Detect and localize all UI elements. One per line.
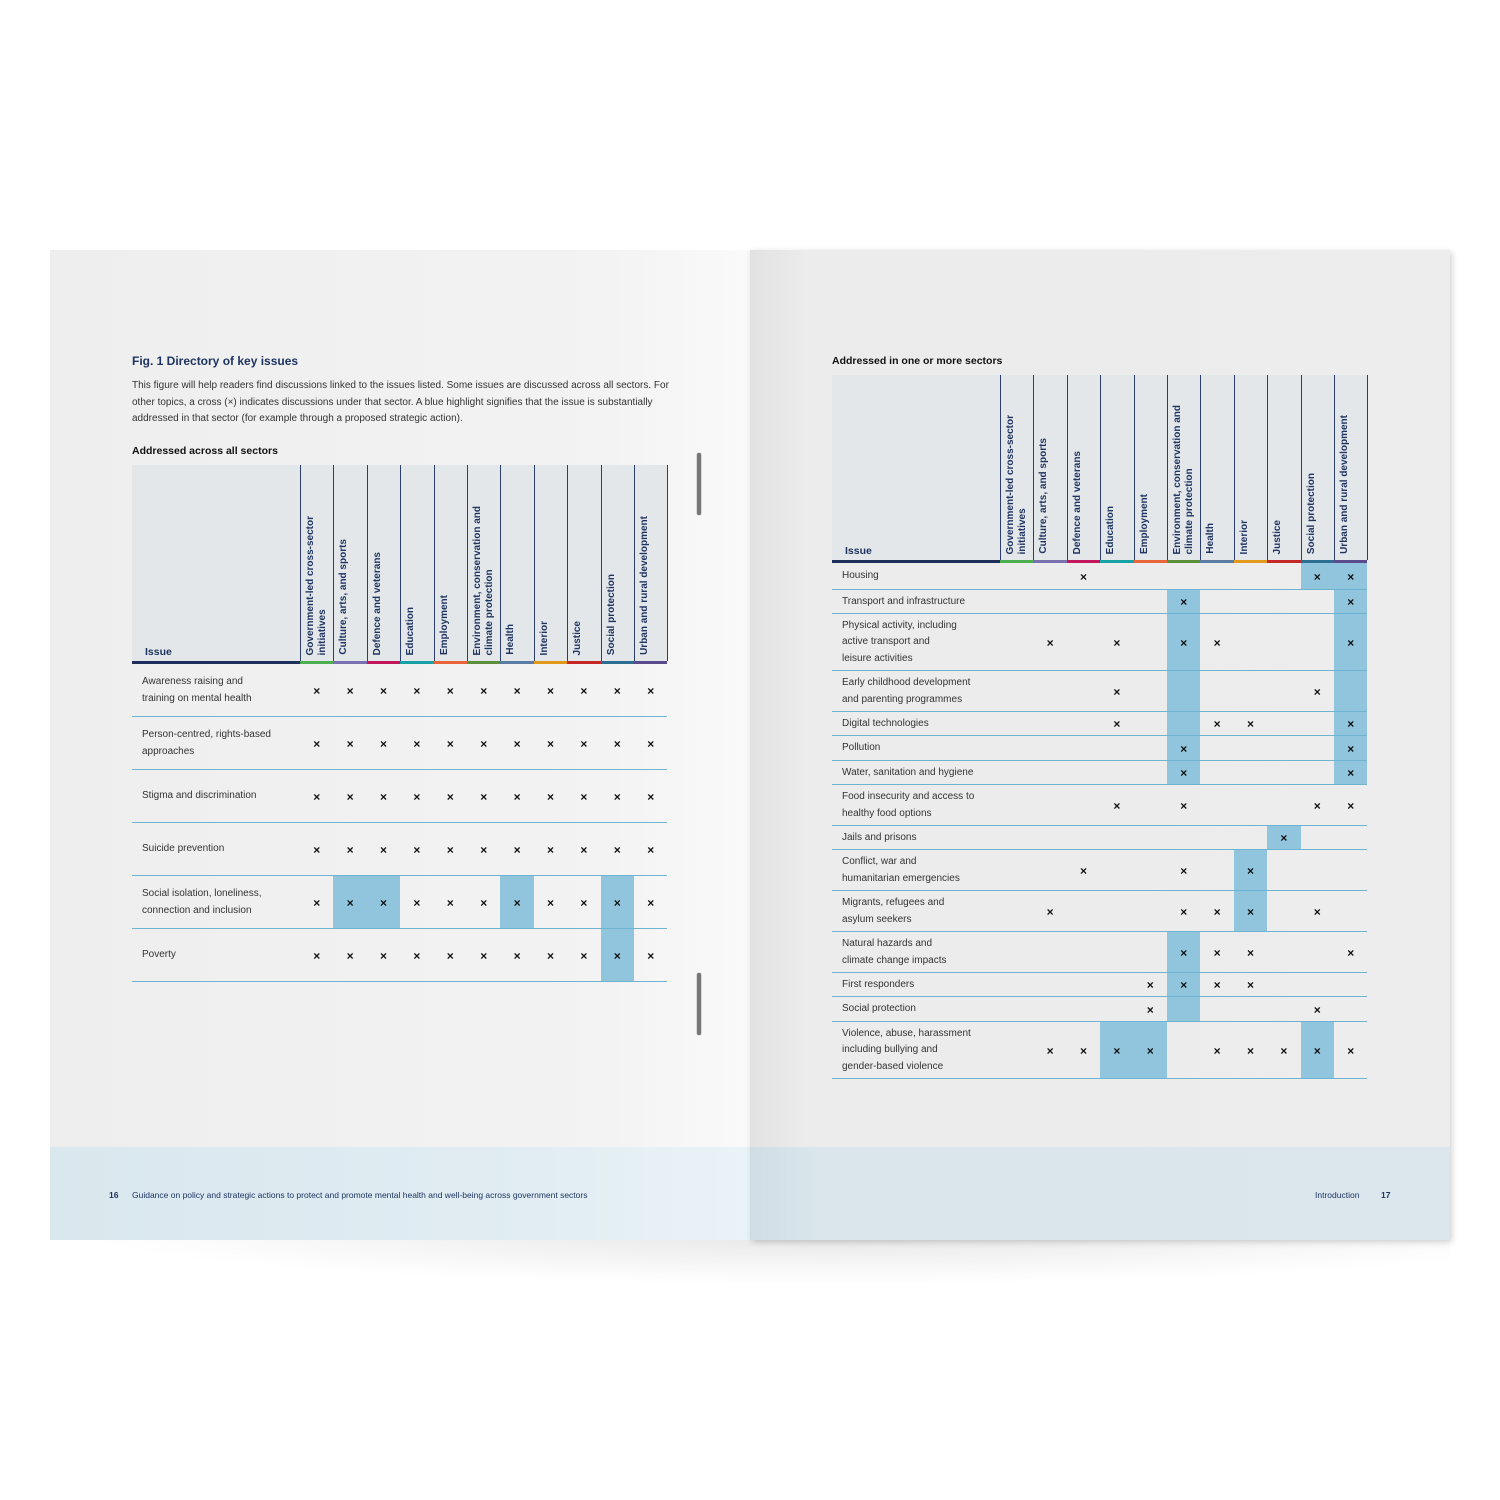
cross-mark: × <box>1313 1002 1321 1017</box>
cross-mark: × <box>647 789 655 804</box>
row-issue-label: Jails and prisons <box>842 831 917 843</box>
column-separator <box>467 465 468 661</box>
sector-color-bar <box>1167 560 1200 563</box>
cross-mark: × <box>1280 831 1288 845</box>
cross-mark: × <box>546 895 554 910</box>
column-separator <box>367 465 368 661</box>
column-separator <box>1234 375 1235 560</box>
cross-mark: × <box>647 736 655 751</box>
sector-header-label: Government-led cross-sector initiatives <box>1005 414 1028 554</box>
cross-mark: × <box>313 842 321 857</box>
row-issue-label: Natural hazards and climate change impacts <box>842 938 947 966</box>
cross-mark: × <box>1180 904 1188 919</box>
cross-mark: × <box>1313 798 1321 813</box>
sector-color-bar <box>500 661 533 664</box>
column-separator <box>1100 375 1101 560</box>
cross-mark: × <box>313 948 321 963</box>
column-separator <box>1000 375 1001 560</box>
right-page <box>750 250 1450 1240</box>
cross-mark: × <box>379 948 387 963</box>
cross-mark: × <box>580 736 588 751</box>
sector-color-bar <box>467 661 500 664</box>
issue-column-header: Issue <box>145 646 172 658</box>
sector-header-label: Justice <box>1272 519 1284 554</box>
cross-mark: × <box>1180 595 1188 609</box>
sector-header-label: Health <box>505 624 517 655</box>
sector-header-label: Employment <box>438 594 450 655</box>
cross-mark: × <box>1347 635 1355 650</box>
cross-mark: × <box>379 895 387 910</box>
cross-mark: × <box>580 789 588 804</box>
column-separator <box>500 465 501 661</box>
cross-mark: × <box>1313 1043 1321 1058</box>
sector-header-label: Government-led cross-sector initiatives <box>305 515 328 655</box>
footer-section-name: Introduction <box>1315 1190 1360 1200</box>
cross-mark: × <box>1180 863 1188 878</box>
cross-mark: × <box>1213 904 1221 919</box>
sector-header-label: Interior <box>1238 519 1250 554</box>
highlight-cell <box>1167 997 1200 1022</box>
row-rule <box>832 760 1367 761</box>
cross-mark: × <box>647 842 655 857</box>
cross-mark: × <box>480 789 488 804</box>
cross-mark: × <box>647 683 655 698</box>
sector-color-bar <box>367 661 400 664</box>
left-page <box>50 250 750 1240</box>
cross-mark: × <box>1313 684 1321 699</box>
matrix-all-sectors <box>132 465 667 985</box>
column-separator <box>1033 375 1034 560</box>
row-issue-label: Social isolation, loneliness, connection and inclusion <box>142 888 262 916</box>
cross-mark: × <box>446 948 454 963</box>
cross-mark: × <box>546 948 554 963</box>
cross-mark: × <box>379 736 387 751</box>
cross-mark: × <box>379 842 387 857</box>
cross-mark: × <box>1180 766 1188 780</box>
cross-mark: × <box>1246 978 1254 992</box>
column-separator <box>1334 375 1335 560</box>
cross-mark: × <box>1113 684 1121 699</box>
row-issue-label: Water, sanitation and hygiene <box>842 766 974 778</box>
sector-color-bar <box>1234 560 1267 563</box>
cross-mark: × <box>1213 717 1221 731</box>
row-issue-label: Physical activity, including active transport and leisure activities <box>842 619 957 664</box>
column-separator <box>1134 375 1135 560</box>
issue-header-bg <box>132 465 300 661</box>
cross-mark: × <box>613 842 621 857</box>
cross-mark: × <box>1180 798 1188 813</box>
column-separator <box>567 465 568 661</box>
row-rule <box>132 769 667 770</box>
row-issue-label: Conflict, war and humanitarian emergencies <box>842 856 960 884</box>
row-rule <box>832 1078 1367 1079</box>
sector-header-label: Social protection <box>1305 472 1317 554</box>
sector-header-label: Interior <box>538 620 550 655</box>
cross-mark: × <box>580 842 588 857</box>
sector-color-bar <box>400 661 433 664</box>
cross-mark: × <box>1079 863 1087 878</box>
cross-mark: × <box>1180 741 1188 756</box>
sector-color-bar <box>1301 560 1334 563</box>
column-separator <box>534 465 535 661</box>
cross-mark: × <box>446 789 454 804</box>
cross-mark: × <box>480 948 488 963</box>
sector-color-bar <box>534 661 567 664</box>
sector-header-label: Education <box>405 606 417 655</box>
sector-header-label: Culture, arts, and sports <box>338 539 350 655</box>
column-separator <box>1267 375 1268 560</box>
sector-color-bar <box>1334 560 1367 563</box>
cross-mark: × <box>1180 978 1188 992</box>
cross-mark: × <box>1213 978 1221 992</box>
row-issue-label: Pollution <box>842 742 881 754</box>
cross-mark: × <box>1246 717 1254 731</box>
cross-mark: × <box>1213 945 1221 960</box>
row-rule <box>832 1021 1367 1022</box>
cross-mark: × <box>1079 569 1087 584</box>
cross-mark: × <box>1046 635 1054 650</box>
issue-header-bg <box>832 375 1000 560</box>
column-separator <box>601 465 602 661</box>
cross-mark: × <box>1246 1043 1254 1058</box>
column-separator <box>333 465 334 661</box>
column-separator <box>1067 375 1068 560</box>
cross-mark: × <box>1280 1043 1288 1058</box>
sector-header-label: Justice <box>572 620 584 655</box>
row-issue-label: Violence, abuse, harassment including bullying and gender-based violence <box>842 1027 971 1072</box>
cross-mark: × <box>379 789 387 804</box>
cross-mark: × <box>613 683 621 698</box>
cross-mark: × <box>613 736 621 751</box>
sector-header-label: Urban and rural development <box>639 516 650 655</box>
cross-mark: × <box>480 683 488 698</box>
sector-color-bar <box>567 661 600 664</box>
cross-mark: × <box>1113 1043 1121 1058</box>
row-issue-label: Early childhood development and parenting programmes <box>842 677 971 705</box>
cross-mark: × <box>546 683 554 698</box>
row-rule <box>832 825 1367 826</box>
cross-mark: × <box>613 895 621 910</box>
cross-mark: × <box>413 736 421 751</box>
cross-mark: × <box>1113 717 1121 731</box>
sector-color-bar <box>1134 560 1167 563</box>
row-rule <box>832 931 1367 932</box>
sector-color-bar <box>1267 560 1300 563</box>
row-issue-label: Stigma and discrimination <box>142 790 257 802</box>
sector-header-label: Environment, conservation and climate protection <box>472 505 495 655</box>
cross-mark: × <box>580 683 588 698</box>
sector-header-label: Social protection <box>605 573 617 655</box>
cross-mark: × <box>446 895 454 910</box>
cross-mark: × <box>313 736 321 751</box>
sector-color-bar <box>634 661 667 664</box>
cross-mark: × <box>1046 904 1054 919</box>
row-rule <box>832 890 1367 891</box>
page-number-left: 16 <box>109 1190 119 1200</box>
cross-mark: × <box>546 736 554 751</box>
cross-mark: × <box>613 948 621 963</box>
column-separator <box>1367 375 1368 560</box>
row-rule <box>832 613 1367 614</box>
cross-mark: × <box>1246 904 1254 919</box>
sector-color-bar <box>1033 560 1066 563</box>
staple-top <box>697 453 701 515</box>
cross-mark: × <box>1046 1043 1054 1058</box>
cross-mark: × <box>513 842 521 857</box>
cross-mark: × <box>580 895 588 910</box>
column-separator <box>1301 375 1302 560</box>
row-issue-label: Suicide prevention <box>142 843 225 855</box>
cross-mark: × <box>446 842 454 857</box>
cross-mark: × <box>513 948 521 963</box>
cross-mark: × <box>413 683 421 698</box>
cross-mark: × <box>580 948 588 963</box>
row-rule <box>832 711 1367 712</box>
sector-header-label: Defence and veterans <box>1071 450 1083 554</box>
row-issue-label: Digital technologies <box>842 717 929 729</box>
cross-mark: × <box>346 842 354 857</box>
cross-mark: × <box>1246 945 1254 960</box>
cross-mark: × <box>1113 798 1121 813</box>
sector-header-label: Environment, conservation and climate protection <box>1172 404 1195 554</box>
cross-mark: × <box>346 789 354 804</box>
sector-header-label: Education <box>1105 505 1117 554</box>
cross-mark: × <box>647 948 655 963</box>
issue-header-rule <box>832 560 1000 563</box>
highlight-cell <box>1334 671 1367 712</box>
column-separator <box>1200 375 1201 560</box>
cross-mark: × <box>480 895 488 910</box>
cross-mark: × <box>313 683 321 698</box>
cross-mark: × <box>413 948 421 963</box>
row-rule <box>132 822 667 823</box>
cross-mark: × <box>1213 1043 1221 1058</box>
cross-mark: × <box>346 895 354 910</box>
row-issue-label: Food insecurity and access to healthy food options <box>842 791 975 819</box>
row-issue-label: Awareness raising and training on mental health <box>142 676 252 704</box>
cross-mark: × <box>546 842 554 857</box>
cross-mark: × <box>413 895 421 910</box>
cross-mark: × <box>413 842 421 857</box>
cross-mark: × <box>1180 945 1188 960</box>
row-rule <box>832 589 1367 590</box>
issue-column-header: Issue <box>845 545 872 557</box>
sector-header-label: Defence and veterans <box>371 551 383 655</box>
highlight-cell <box>1167 712 1200 736</box>
column-separator <box>1167 375 1168 560</box>
cross-mark: × <box>446 736 454 751</box>
cross-mark: × <box>1347 717 1355 731</box>
cross-mark: × <box>513 895 521 910</box>
row-issue-label: First responders <box>842 978 915 990</box>
section-heading-all-sectors: Addressed across all sectors <box>132 445 278 457</box>
section-heading-one-or-more: Addressed in one or more sectors <box>832 355 1003 367</box>
row-rule <box>132 981 667 982</box>
sector-header-label: Employment <box>1138 493 1150 554</box>
sector-color-bar <box>601 661 634 664</box>
cross-mark: × <box>1146 1043 1154 1058</box>
column-separator <box>300 465 301 661</box>
cross-mark: × <box>313 895 321 910</box>
row-rule <box>132 875 667 876</box>
cross-mark: × <box>1213 635 1221 650</box>
cross-mark: × <box>513 736 521 751</box>
sector-header-label: Health <box>1205 523 1217 554</box>
cross-mark: × <box>346 683 354 698</box>
row-rule <box>832 996 1367 997</box>
cross-mark: × <box>1313 904 1321 919</box>
row-rule <box>832 849 1367 850</box>
row-rule <box>832 784 1367 785</box>
figure-title: Fig. 1 Directory of key issues <box>132 354 299 368</box>
column-separator <box>634 465 635 661</box>
row-rule <box>132 928 667 929</box>
cross-mark: × <box>1079 1043 1087 1058</box>
cross-mark: × <box>513 683 521 698</box>
row-rule <box>832 735 1367 736</box>
cross-mark: × <box>1347 569 1355 584</box>
sector-color-bar <box>434 661 467 664</box>
sector-header-label: Culture, arts, and sports <box>1038 438 1050 554</box>
cross-mark: × <box>1347 595 1355 609</box>
cross-mark: × <box>346 736 354 751</box>
cross-mark: × <box>1347 766 1355 780</box>
cross-mark: × <box>480 736 488 751</box>
sector-color-bar <box>333 661 366 664</box>
row-issue-label: Transport and infrastructure <box>842 595 966 607</box>
intro-paragraph: This figure will help readers find discussions linked to the issues listed. Some issues are discussed across all sectors. For other topics, a cross (×) indicates discussions under that sector. A blue highlight signifies that the issue is substantially addressed in that sector (for example through a proposed strategic action). <box>132 380 669 424</box>
right-footer <box>750 1147 1450 1240</box>
left-footer <box>50 1147 750 1240</box>
sector-color-bar <box>1200 560 1233 563</box>
column-separator <box>667 465 668 661</box>
row-issue-label: Person-centred, rights-based approaches <box>142 729 271 757</box>
cross-mark: × <box>546 789 554 804</box>
cross-mark: × <box>1313 569 1321 584</box>
row-rule <box>832 972 1367 973</box>
staple-bottom <box>697 973 701 1035</box>
sector-color-bar <box>1067 560 1100 563</box>
cross-mark: × <box>346 948 354 963</box>
footer-document-title: Guidance on policy and strategic actions to protect and promote mental health and well-being across government sectors <box>132 1190 588 1200</box>
cross-mark: × <box>313 789 321 804</box>
page-number-right: 17 <box>1381 1190 1391 1200</box>
cross-mark: × <box>480 842 488 857</box>
row-issue-label: Housing <box>842 570 879 582</box>
cross-mark: × <box>1347 741 1355 756</box>
cross-mark: × <box>513 789 521 804</box>
column-separator <box>400 465 401 661</box>
cross-mark: × <box>613 789 621 804</box>
cross-mark: × <box>379 683 387 698</box>
row-rule <box>132 716 667 717</box>
issue-header-rule <box>132 661 300 664</box>
cross-mark: × <box>1113 635 1121 650</box>
row-issue-label: Poverty <box>142 949 176 961</box>
column-separator <box>434 465 435 661</box>
sector-color-bar <box>300 661 333 664</box>
cross-mark: × <box>413 789 421 804</box>
sector-color-bar <box>1000 560 1033 563</box>
row-issue-label: Migrants, refugees and asylum seekers <box>842 897 945 925</box>
cross-mark: × <box>1246 863 1254 878</box>
highlight-cell <box>1167 671 1200 712</box>
row-rule <box>832 670 1367 671</box>
cross-mark: × <box>1347 1043 1355 1058</box>
cross-mark: × <box>1146 978 1154 992</box>
cross-mark: × <box>647 895 655 910</box>
cross-mark: × <box>1180 635 1188 650</box>
row-issue-label: Social protection <box>842 1003 916 1015</box>
cross-mark: × <box>1347 945 1355 960</box>
matrix-one-or-more-sectors <box>832 375 1367 1095</box>
cross-mark: × <box>1146 1002 1154 1017</box>
cross-mark: × <box>1347 798 1355 813</box>
cross-mark: × <box>446 683 454 698</box>
sector-color-bar <box>1100 560 1133 563</box>
sector-header-label: Urban and rural development <box>1339 415 1350 554</box>
